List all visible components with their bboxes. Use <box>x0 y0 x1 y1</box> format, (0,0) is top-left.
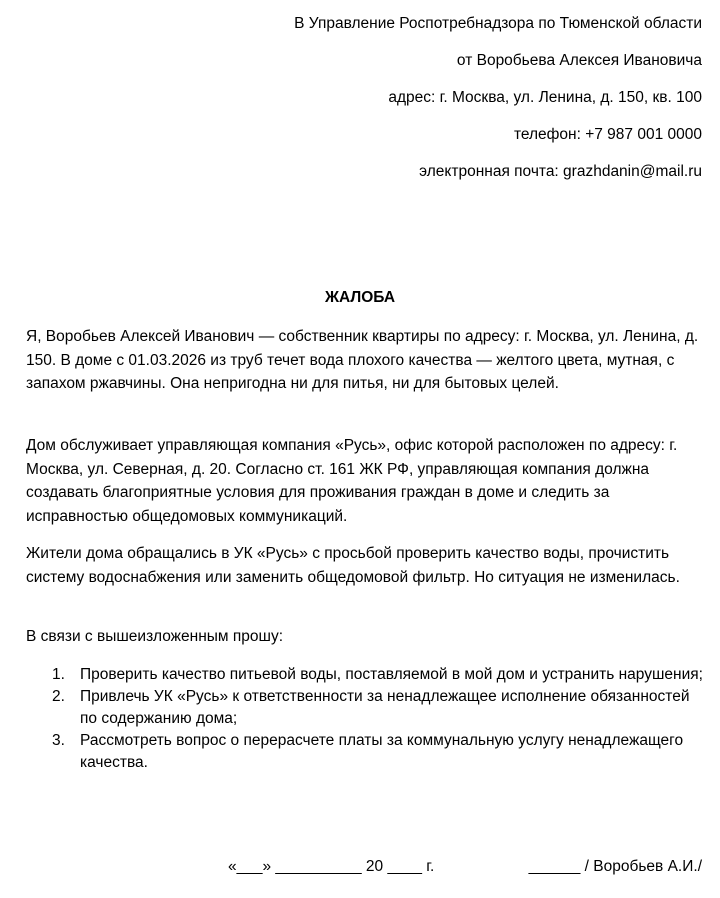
list-item-text: Привлечь УК «Русь» к ответственности за ненадлежащее исполнение обязанностей по содержанию дома; <box>80 688 690 727</box>
list-item-number: 1. <box>52 666 65 683</box>
request-list <box>26 664 708 774</box>
paragraph-request-intro: В связи с вышеизложенным прошу: <box>26 628 283 645</box>
signature-name: ______ / Воробьев А.И./ <box>528 858 702 875</box>
recipient-line: В Управление Роспотребнадзора по Тюменской области <box>294 15 702 32</box>
paragraph-management-company: Дом обслуживает управляющая компания «Русь», офис которой расположен по адресу: г. Москва, ул. Северная, д. 20. Согласно ст. 161 ЖК РФ, управляющая компания должна создавать благоприятные условия для проживания граждан в доме и следить за исправностью общедомовых коммуникаций. <box>26 437 678 525</box>
list-item <box>26 730 708 774</box>
address-line: адрес: г. Москва, ул. Ленина, д. 150, кв. 100 <box>388 89 702 106</box>
paragraph-complaint: Я, Воробьев Алексей Иванович — собственник квартиры по адресу: г. Москва, ул. Ленина, д. 150. В доме с 01.03.2026 из труб течет вода плохого качества — желтого цвета, мутная, с запахом ржавчины. Она непригодна ни для питья, ни для бытовых целей. <box>26 328 699 392</box>
list-item-text: Проверить качество питьевой воды, поставляемой в мой дом и устранить нарушения; <box>80 666 703 683</box>
list-item-text: Рассмотреть вопрос о перерасчете платы за коммунальную услугу ненадлежащего качества. <box>80 732 684 771</box>
list-item-number: 3. <box>52 732 65 749</box>
sender-line: от Воробьева Алексея Ивановича <box>456 52 702 69</box>
phone-line: телефон: +7 987 001 0000 <box>513 126 702 143</box>
paragraph-residents-appeal: Жители дома обращались в УК «Русь» с просьбой проверить качество воды, прочистить систему водоснабжения или заменить общедомовой фильтр. Но ситуация не изменилась. <box>26 545 680 586</box>
document-title: ЖАЛОБА <box>324 289 396 306</box>
email-line: электронная почта: grazhdanin@mail.ru <box>419 163 702 180</box>
signature-date: «___» __________ 20 ____ г. <box>228 858 435 875</box>
list-item-number: 2. <box>52 688 65 705</box>
list-item <box>26 686 708 730</box>
list-item <box>26 664 708 686</box>
